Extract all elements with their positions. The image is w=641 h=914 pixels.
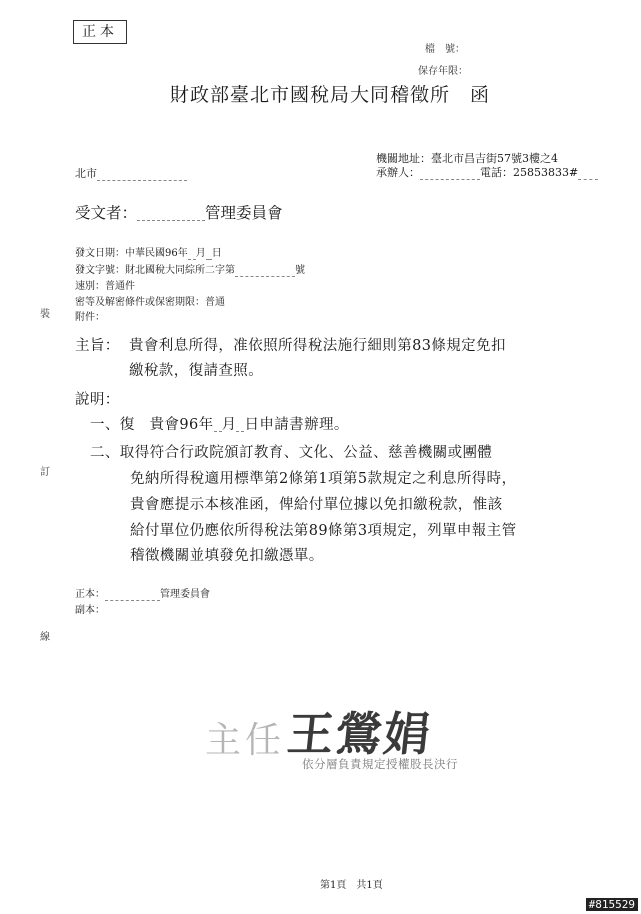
item1-month: 月 [221, 417, 237, 433]
redacted-extension [578, 167, 598, 180]
document-number-suffix: 號 [295, 265, 305, 276]
redacted-number [235, 264, 295, 277]
main-recipient-name: 管理委員會 [160, 589, 210, 600]
issue-date-label: 發文日期：中華民國96年 [75, 248, 188, 259]
delegation-note: 依分層負責規定授權股長決行 [302, 757, 458, 771]
document-number-label: 發文字號：財北國稅大同綜所二字第 [75, 265, 235, 276]
issue-date-month: 月 [195, 248, 206, 259]
security-level: 密等及解密條件或保密期限：普通 [75, 297, 225, 308]
explanation-item-2-line-4: 給付單位仍應依所得稅法第89條第3項規定，列單申報主管 [130, 523, 517, 539]
delivery-speed: 速別：普通件 [75, 281, 135, 292]
file-number-label: 檔 號： [425, 44, 465, 55]
issue-date [75, 244, 222, 260]
image-id-label: #815529 [586, 898, 638, 911]
recipient-label: 受文者： [75, 204, 138, 222]
attachment-line: 附件： [75, 312, 105, 323]
main-recipient [75, 585, 210, 601]
redacted-month [188, 247, 196, 260]
main-recipient-label: 正本： [75, 589, 105, 600]
redacted-main-recipient [105, 588, 160, 601]
page-number: 第1頁 共1頁 [320, 880, 383, 891]
document-number [75, 261, 305, 277]
subject-line-2: 繳稅款，復請查照。 [129, 363, 264, 379]
copy-label-box: 正本 [73, 20, 127, 44]
copy-recipient: 副本： [75, 605, 105, 616]
recipient-name: 管理委員會 [205, 204, 283, 222]
contact-person-label: 承辦人： [376, 166, 420, 179]
subject-line-1: 貴會利息所得，准依照所得稅法施行細則第83條規定免扣 [129, 338, 506, 354]
issue-date-day: 日 [211, 248, 222, 259]
document-title: 財政部臺北市國稅局大同稽徵所 函 [170, 84, 491, 106]
agency-address: 機關地址：臺北市昌吉街57號3樓之4 [376, 152, 558, 165]
binding-mark-3: 線 [40, 632, 50, 643]
signature-title: 主任 [205, 720, 286, 761]
redacted-contact [420, 167, 480, 180]
explanation-item-2-line-3: 貴會應提示本核准函，俾給付單位據以免扣繳稅款，惟該 [130, 497, 503, 513]
explanation-item-2-line-5: 稽徵機關並填發免扣繳憑單。 [130, 548, 324, 564]
recipient-line [75, 201, 283, 223]
explanation-label: 說明： [75, 392, 120, 408]
redacted-recipient [137, 208, 205, 221]
signature-name: 王鶯娟 [284, 707, 435, 761]
contact-line [376, 164, 598, 180]
item1-suffix: 日申請書辦理。 [244, 417, 349, 433]
explanation-item-2-line-1: 二、取得符合行政院頒訂教育、文化、公益、慈善機關或團體 [90, 445, 493, 461]
retention-period-label: 保存年限： [418, 66, 468, 77]
redacted-address [97, 168, 187, 181]
redacted-item1-month [214, 419, 222, 432]
subject-label: 主旨： [75, 338, 120, 354]
explanation-item-2-line-2: 免納所得稅適用標準第2條第1項第5款規定之利息所得時， [130, 471, 517, 487]
contact-phone: 電話：25853833# [480, 166, 579, 179]
binding-mark-1: 裝 [40, 309, 50, 320]
binding-mark-2: 訂 [40, 467, 50, 478]
mailing-address [75, 165, 187, 181]
explanation-item-1 [90, 413, 349, 434]
item1-prefix: 一、復 貴會96年 [90, 417, 214, 433]
address-prefix: 北市 [75, 167, 97, 180]
